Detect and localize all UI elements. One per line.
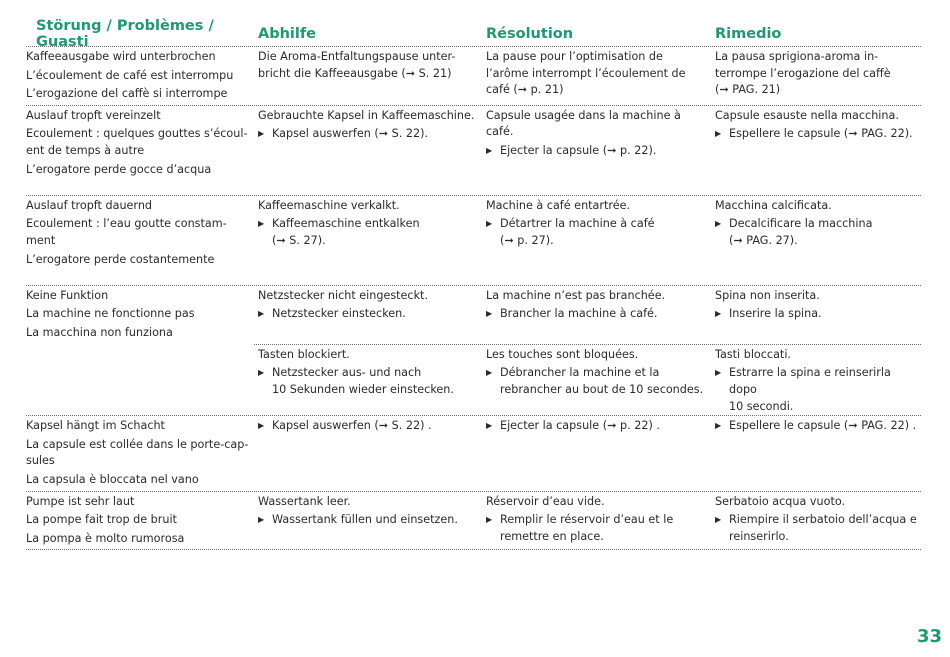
action-item (258, 365, 482, 398)
action-item (486, 306, 711, 323)
action-text: Kaffeemaschine entkalken (➞ S. 27). (272, 217, 420, 247)
solution-cell (482, 416, 711, 490)
action-item (715, 418, 921, 435)
triangle-right-icon: ▶ (486, 145, 493, 155)
table-row (26, 195, 921, 285)
problem-cell (26, 47, 254, 105)
action-item (258, 126, 482, 143)
solution-cell (254, 492, 482, 550)
problem-text: Auslauf tropft dauernd (26, 198, 153, 212)
triangle-right-icon: ▶ (258, 219, 265, 229)
triangle-right-icon: ▶ (486, 219, 493, 229)
action-item (258, 512, 482, 529)
action-text: Kapsel auswerfen (➞ S. 22). (272, 127, 429, 141)
action-text: Brancher la machine à café. (500, 307, 658, 321)
action-text: Netzstecker aus- und nach 10 Sekunden wieder einstecken. (272, 366, 454, 396)
solution-cell (482, 106, 711, 195)
problem-text: L’erogatore perde gocce d’acqua (26, 162, 212, 176)
action-text: Wassertank füllen und einsetzen. (272, 513, 458, 527)
action-text: Riempire il serbatoio dell’acqua e reinserirlo. (729, 513, 917, 543)
triangle-right-icon: ▶ (486, 515, 493, 525)
problem-cell (26, 286, 254, 415)
action-text: Débrancher la machine et la rebrancher au bout de 10 secondes. (500, 366, 704, 396)
problem-text: L’erogatore perde costantemente (26, 252, 215, 266)
cause-text: Capsule esauste nella macchina. (715, 108, 899, 122)
troubleshooting-table (26, 18, 921, 550)
cause-text: La machine n’est pas branchée. (486, 288, 666, 302)
action-item (486, 512, 711, 545)
triangle-right-icon: ▶ (486, 309, 493, 319)
triangle-right-icon: ▶ (715, 129, 722, 139)
solution-cell (254, 345, 482, 415)
cause-text: Serbatoio acqua vuoto. (715, 494, 846, 508)
cause-text: La pause pour l’optimisation de l’arôme interrompt l’écoulement de café (➞ p. 21) (486, 50, 686, 97)
action-text: Détartrer la machine à café (➞ p. 27). (500, 217, 655, 247)
table-row (26, 105, 921, 195)
solution-cell (711, 416, 921, 490)
problem-text: Ecoulement : l’eau goutte constam- ment (26, 217, 227, 247)
cause-text: Die Aroma-Entfaltungspause unter- bricht die Kaffeeausgabe (➞ S. 21) (258, 50, 456, 80)
header-it: Rimedio (715, 26, 782, 42)
solution-cell (711, 345, 921, 415)
cause-text: Réservoir d’eau vide. (486, 494, 605, 508)
page-number: 33 (916, 626, 942, 647)
problem-cell (26, 106, 254, 195)
sub-rows (254, 286, 921, 415)
action-item (715, 126, 921, 143)
sub-row (254, 286, 921, 344)
action-text: Estrarre la spina e reinserirla dopo 10 secondi. (729, 366, 891, 413)
triangle-right-icon: ▶ (258, 421, 265, 431)
solution-cell (711, 286, 921, 344)
cause-text: Macchina calcificata. (715, 198, 832, 212)
cause-text: Capsule usagée dans la machine à café. (486, 108, 681, 139)
problem-text: La pompa è molto rumorosa (26, 531, 185, 545)
solution-cell (254, 286, 482, 344)
solution-cell (482, 196, 711, 285)
table-header (26, 18, 921, 50)
problem-text: L’écoulement de café est interrompu (26, 68, 234, 82)
cause-text: Les touches sont bloquées. (486, 347, 639, 361)
solution-cell (254, 196, 482, 285)
cause-text: Wassertank leer. (258, 494, 351, 508)
sub-row (254, 344, 921, 415)
triangle-right-icon: ▶ (715, 421, 722, 431)
triangle-right-icon: ▶ (258, 368, 265, 378)
problem-cell (26, 492, 254, 550)
problem-text: La pompe fait trop de bruit (26, 513, 177, 527)
action-text: Netzstecker einstecken. (272, 307, 406, 321)
triangle-right-icon: ▶ (258, 129, 265, 139)
triangle-right-icon: ▶ (258, 309, 265, 319)
problem-text: La capsule est collée dans le porte-cap- sules (26, 437, 249, 468)
problem-cell (26, 196, 254, 285)
action-item (715, 216, 921, 249)
action-text: Espellere le capsule (➞ PAG. 22) . (729, 419, 917, 433)
problem-text: L’erogazione del caffè si interrompe (26, 87, 228, 101)
cause-text: Tasti bloccati. (715, 347, 791, 361)
cause-text: Spina non inserita. (715, 288, 820, 302)
header-de: Abhilfe (258, 26, 317, 42)
problem-text: Pumpe ist sehr laut (26, 494, 135, 508)
action-text: Remplir le réservoir d’eau et le remettre en place. (500, 513, 674, 543)
problem-text: Keine Funktion (26, 288, 109, 302)
triangle-right-icon: ▶ (486, 368, 493, 378)
table-body (26, 46, 921, 550)
problem-text: Auslauf tropft vereinzelt (26, 108, 161, 122)
problem-text: La macchina non funziona (26, 325, 173, 339)
action-text: Espellere le capsule (➞ PAG. 22). (729, 127, 913, 141)
table-row (26, 491, 921, 551)
problem-cell (26, 416, 254, 490)
solution-cell (482, 286, 711, 344)
cause-text: La pausa sprigiona-aroma in- terrompe l’erogazione del caffè (➞ PAG. 21) (715, 50, 891, 97)
cause-text: Kaffeemaschine verkalkt. (258, 198, 400, 212)
table-row (26, 415, 921, 490)
action-text: Ejecter la capsule (➞ p. 22). (500, 143, 657, 157)
action-item (486, 365, 711, 398)
action-item (486, 216, 711, 249)
solution-cell (482, 492, 711, 550)
header-fr: Résolution (486, 26, 574, 42)
solution-cell (482, 345, 711, 415)
action-text: Inserire la spina. (729, 307, 822, 321)
solution-cell (254, 416, 482, 490)
problem-text: Ecoulement : quelques gouttes s’écoul- ent de temps à autre (26, 127, 248, 157)
action-item (715, 512, 921, 545)
triangle-right-icon: ▶ (715, 515, 722, 525)
triangle-right-icon: ▶ (486, 421, 493, 431)
solution-cell (482, 47, 711, 105)
triangle-right-icon: ▶ (715, 309, 722, 319)
problem-text: Kaffeeausgabe wird unterbrochen (26, 50, 216, 63)
action-item (715, 365, 921, 415)
solution-cell (254, 106, 482, 195)
triangle-right-icon: ▶ (715, 219, 722, 229)
cause-text: Tasten blockiert. (258, 347, 350, 361)
cause-text: Machine à café entartrée. (486, 198, 631, 212)
table-row (26, 285, 921, 415)
action-item (486, 143, 711, 160)
solution-cell (711, 196, 921, 285)
action-text: Kapsel auswerfen (➞ S. 22) . (272, 419, 432, 433)
cause-text: Gebrauchte Kapsel in Kaffeemaschine. (258, 108, 475, 122)
cause-text: Netzstecker nicht eingesteckt. (258, 288, 428, 302)
problem-text: Kapsel hängt im Schacht (26, 419, 165, 433)
action-item (715, 306, 921, 323)
table-row (26, 46, 921, 105)
triangle-right-icon: ▶ (715, 368, 722, 378)
header-problem: Störung / Problèmes / Guasti (36, 18, 214, 50)
action-text: Decalcificare la macchina (➞ PAG. 27). (729, 217, 873, 247)
action-item (258, 418, 482, 435)
action-text: Ejecter la capsule (➞ p. 22) . (500, 419, 660, 433)
action-item (486, 418, 711, 435)
problem-text: La machine ne fonctionne pas (26, 307, 195, 321)
triangle-right-icon: ▶ (258, 515, 265, 525)
solution-cell (254, 47, 482, 105)
action-item (258, 306, 482, 323)
solution-cell (711, 492, 921, 550)
action-item (258, 216, 482, 249)
problem-text: La capsula è bloccata nel vano (26, 472, 199, 486)
solution-cell (711, 47, 921, 105)
solution-cell (711, 106, 921, 195)
